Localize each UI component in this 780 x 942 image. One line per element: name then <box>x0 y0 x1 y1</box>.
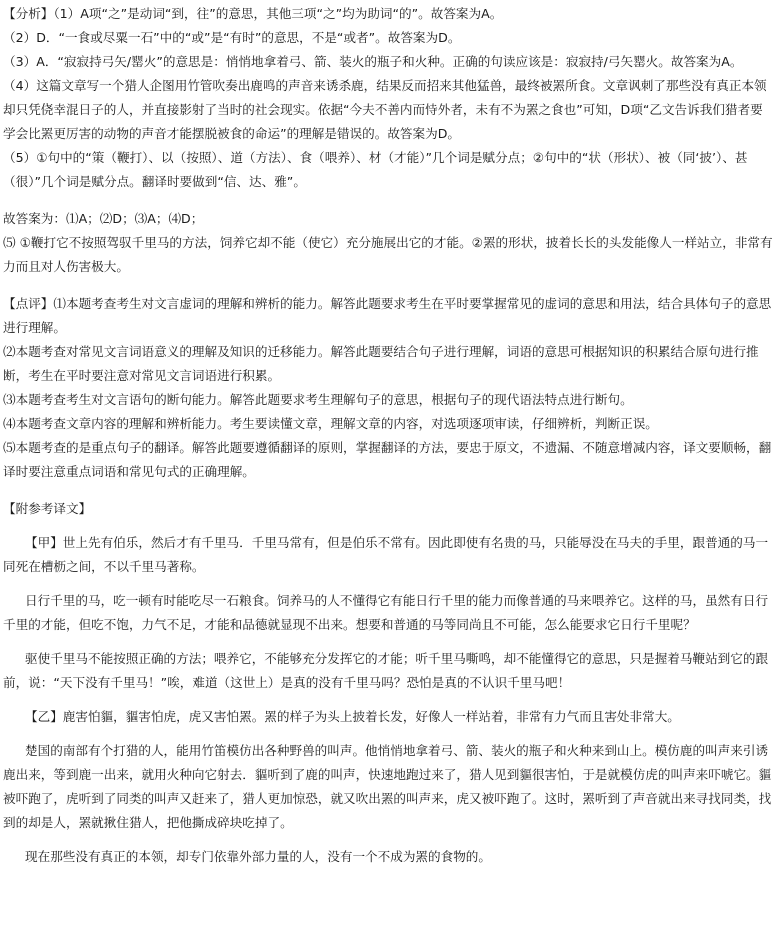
comment-section <box>3 292 775 484</box>
analysis-line-2: （2）D．“一食或尽粟一石”中的“或”是“有时”的意思，不是“或者”。故答案为D。 <box>3 30 461 45</box>
comment-line-3: ⑶本题考查考生对文言语句的断句能力。解答此题要求考生理解句子的意思，根据句子的现代语法特点进行断句。 <box>3 392 633 407</box>
translation-heading: 【附参考译文】 <box>3 501 92 516</box>
translation-para-jia-2: 日行千里的马，吃一顿有时能吃尽一石粮食。饲养马的人不懂得它有能日行千里的能力而像普通的马来喂养它。这样的马，虽然有日行千里的才能，但吃不饱，力气不足，才能和品德就显现不出来。想要和普通的马等同尚且不可能，怎么能要求它日行千里呢？ <box>3 593 769 632</box>
analysis-section <box>3 2 775 194</box>
analysis-line-1: 【分析】（1）A项“之”是动词“到，往”的意思，其他三项“之”均为助词“的”。故答案为A。 <box>3 6 503 21</box>
translation-para-yi-2: 楚国的南部有个打猎的人，能用竹笛模仿出各种野兽的叫声。他悄悄地拿着弓、箭、装火的瓶子和火种来到山上。模仿鹿的叫声来引诱鹿出来，等到鹿一出来，就用火种向它射去．貙听到了鹿的叫声，快速地跑过来了，猎人见到貙很害怕，于是就模仿虎的叫声来吓唬它。貙被吓跑了，虎听到了同类的叫声又赶来了，猎人更加惊恐，就又吹出罴的叫声来，虎又被吓跑了。这时，罴听到了声音就出来寻找同类，找到的却是人，罴就揪住猎人，把他撕成碎块吃掉了。 <box>3 743 772 830</box>
analysis-line-4: （4）这篇文章写一个猎人企图用竹管吹奏出鹿鸣的声音来诱杀鹿，结果反而招来其他猛兽，最终被罴所食。文章讽刺了那些没有真正本领却只凭侥幸混日子的人，并直接影射了当时的社会现实。依据“今夫不善内而恃外者，未有不为罴之食也”可知，D项“乙文告诉我们猎者要学会比罴更厉害的动物的声音才能摆脱被食的命运”的理解是错误的。故答案为D。 <box>3 78 767 141</box>
comment-line-4: ⑷本题考查文章内容的理解和辨析能力。考生要读懂文章，理解文章的内容，对选项逐项审读，仔细辨析，判断正误。 <box>3 416 658 431</box>
comment-line-1: 【点评】⑴本题考查考生对文言虚词的理解和辨析的能力。解答此题要求考生在平时要掌握常见的虚词的意思和用法，结合具体句子的意思进行理解。 <box>3 296 772 335</box>
document-body <box>3 2 775 869</box>
answer-translation: ⑸ ①鞭打它不按照驾驭千里马的方法，饲养它却不能（使它）充分施展出它的才能。②罴的形状，披着长长的头发能像人一样站立，非常有力而且对人伤害极大。 <box>3 235 773 274</box>
analysis-line-3: （3）A．“寂寂持弓矢/罂火”的意思是：悄悄地拿着弓、箭、装火的瓶子和火种。正确的句读应该是：寂寂持/弓矢罂火。故答案为A。 <box>3 54 743 69</box>
translation-para-jia-1: 【甲】世上先有伯乐，然后才有千里马．千里马常有，但是伯乐不常有。因此即使有名贵的马，只能辱没在马夫的手里，跟普通的马一同死在槽枥之间，不以千里马著称。 <box>3 535 769 574</box>
answer-section <box>3 207 775 279</box>
translation-para-yi-3: 现在那些没有真正的本领，却专门依靠外部力量的人，没有一个不成为罴的食物的。 <box>25 849 491 864</box>
translation-para-jia-3: 驱使千里马不能按照正确的方法；喂养它，不能够充分发挥它的才能；听千里马嘶鸣，却不能懂得它的意思，只是握着马鞭站到它的跟前，说：“天下没有千里马！”唉，难道（这世上）是真的没有千里马吗？恐怕是真的不认识千里马吧！ <box>3 651 769 690</box>
analysis-line-5: （5）①句中的“策（鞭打）、以（按照）、道（方法）、食（喂养）、材（才能）”几个词是赋分点；②句中的“状（形状）、被（同‘披’）、甚（很）”几个词是赋分点。翻译时要做到“信、达、雅”。 <box>3 150 748 189</box>
comment-line-5: ⑸本题考查的是重点句子的翻译。解答此题要遵循翻译的原则，掌握翻译的方法，要忠于原文，不遗漏、不随意增减内容，译文要顺畅，翻译时要注意重点词语和常见句式的正确理解。 <box>3 440 772 479</box>
translation-para-yi-1: 【乙】鹿害怕貙，貙害怕虎，虎又害怕罴。罴的样子为头上披着长发，好像人一样站着，非常有力气而且害处非常大。 <box>25 709 680 724</box>
answer-summary: 故答案为：⑴A；⑵D；⑶A；⑷D； <box>3 211 204 226</box>
translation-section <box>3 497 775 869</box>
comment-line-2: ⑵本题考查对常见文言词语意义的理解及知识的迁移能力。解答此题要结合句子进行理解，词语的意思可根据知识的积累结合原句进行推断，考生在平时要注意对常见文言词语进行积累。 <box>3 344 759 383</box>
